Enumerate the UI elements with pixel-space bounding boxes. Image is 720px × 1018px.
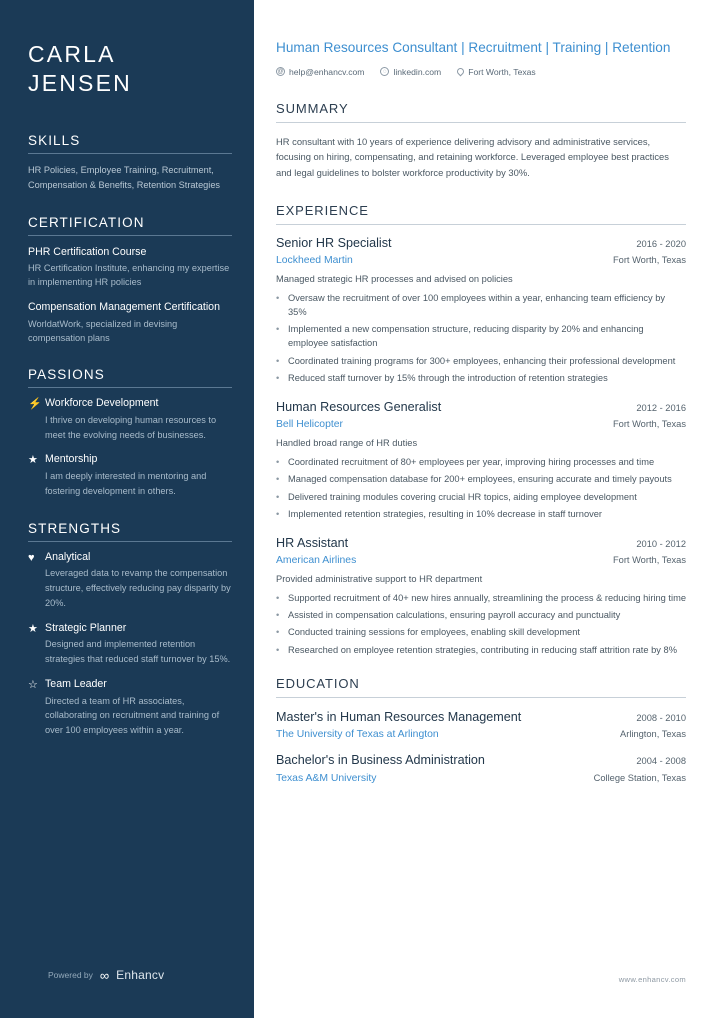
strength-title: Analytical [45, 550, 91, 563]
certification-desc: HR Certification Institute, enhancing my expertise in implementing HR policies [28, 262, 230, 288]
job-title: HR Assistant [276, 535, 349, 550]
experience-heading: EXPERIENCE [276, 203, 686, 225]
heart-icon: ♥ [28, 551, 35, 564]
bullet-dot-icon: • [276, 593, 280, 604]
school-name[interactable]: Texas A&M University [276, 772, 377, 784]
degree-title: Bachelor's in Business Administration [276, 753, 485, 768]
passion-title: Mentorship [45, 453, 98, 466]
job-company[interactable]: Lockheed Martin [276, 254, 353, 266]
job-bullets [276, 291, 686, 385]
job-title: Senior HR Specialist [276, 235, 392, 250]
school-name[interactable]: The University of Texas at Arlington [276, 728, 439, 740]
candidate-last-name: JENSEN [28, 70, 132, 97]
bullet-dot-icon: • [276, 508, 280, 519]
experience-item [276, 236, 686, 385]
bullet-dot-icon: • [276, 644, 280, 655]
bullet-dot-icon: • [276, 293, 280, 304]
job-bullet-text: Implemented retention strategies, resulting in 10% decrease in staff turnover [288, 508, 603, 519]
strength-title: Strategic Planner [45, 621, 127, 634]
passion-desc: I am deeply interested in mentoring and fostering development in others. [45, 471, 207, 496]
link-icon: ◌ [380, 67, 389, 76]
bullet-dot-icon: • [276, 491, 280, 502]
strength-item [28, 622, 232, 667]
experience-item [276, 536, 686, 657]
summary-section [276, 101, 686, 181]
job-location: Fort Worth, Texas [612, 554, 686, 565]
passion-desc: I thrive on developing human resources to meet the evolving needs of businesses. [45, 415, 217, 440]
contact-linkedin[interactable] [380, 67, 441, 77]
contact-email-text: help@enhancv.com [289, 66, 365, 77]
bullet-dot-icon: • [276, 457, 280, 468]
job-bullet [276, 291, 686, 319]
job-location: Fort Worth, Texas [612, 418, 686, 429]
job-bullet-text: Managed compensation database for 200+ employees, ensuring accurate and timely payouts [288, 474, 672, 485]
strengths-section [28, 521, 232, 738]
job-bullet [276, 472, 686, 486]
passions-heading: PASSIONS [28, 367, 232, 388]
certification-item [28, 245, 232, 290]
certification-section [28, 215, 232, 346]
contact-bar [276, 67, 686, 77]
job-description: Handled broad range of HR duties [276, 438, 418, 449]
passion-item [28, 453, 232, 498]
contact-linkedin-text: linkedin.com [393, 66, 442, 77]
job-bullet [276, 507, 686, 521]
education-item [276, 709, 686, 741]
passions-section [28, 367, 232, 498]
job-location: Fort Worth, Texas [612, 254, 686, 265]
job-bullets [276, 455, 686, 521]
job-bullet [276, 490, 686, 504]
main-content [254, 0, 720, 1018]
job-bullet [276, 643, 686, 657]
job-description: Managed strategic HR processes and advised on policies [276, 274, 513, 285]
skills-text: HR Policies, Employee Training, Recruitment, Compensation & Benefits, Retention Strategies [28, 164, 221, 190]
job-bullet-text: Reduced staff turnover by 15% through the introduction of retention strategies [288, 372, 608, 383]
strength-item [28, 678, 232, 738]
contact-location-text: Fort Worth, Texas [468, 66, 536, 77]
passion-item [28, 397, 232, 442]
job-bullet-text: Conducted training sessions for employees, enabling skill development [288, 627, 580, 638]
experience-section [276, 203, 686, 657]
job-date: 2010 - 2012 [636, 538, 686, 549]
job-company[interactable]: American Airlines [276, 554, 357, 566]
job-bullet-text: Coordinated training programs for 300+ employees, enhancing their professional development [288, 355, 676, 366]
powered-by-label: Powered by [48, 970, 93, 980]
bullet-dot-icon: • [276, 474, 280, 485]
candidate-name [28, 40, 232, 99]
certification-name: Compensation Management Certification [28, 301, 220, 314]
summary-text: HR consultant with 10 years of experience delivering advisory and administrative services, focusing on hiring, compensating, and retaining workforce. Leveraged employee best practices and legal guidelines to bolster workforce productivity by 30%. [276, 135, 669, 178]
degree-date: 2008 - 2010 [636, 712, 686, 723]
enhancv-logo-icon: ∞ [99, 967, 110, 983]
strength-desc: Designed and implemented retention strategies that reduced staff turnover by 15%. [45, 639, 231, 665]
star-filled-icon: ★ [28, 622, 38, 635]
skills-heading: SKILLS [28, 133, 232, 154]
job-bullet [276, 322, 686, 350]
job-bullet [276, 455, 686, 469]
job-bullet [276, 371, 686, 385]
location-pin-icon [456, 67, 466, 77]
job-bullet-text: Researched on employee retention strategies, contributing in reducing staff attrition rate by 8% [288, 644, 677, 655]
job-bullet [276, 608, 686, 622]
job-bullet-text: Delivered training modules covering crucial HR topics, aiding employee development [288, 491, 637, 502]
school-location: Arlington, Texas [620, 728, 686, 739]
job-bullet [276, 591, 686, 605]
skills-section [28, 133, 232, 193]
strength-desc: Directed a team of HR associates, collaborating on recruitment and training of over 100 employees within a year. [45, 695, 220, 736]
job-bullet-text: Supported recruitment of 40+ new hires annually, streamlining the process & reducing hiring time [288, 593, 686, 604]
certification-desc: WorldatWork, specialized in devising compensation plans [28, 318, 178, 344]
job-bullet [276, 354, 686, 368]
job-bullet [276, 625, 686, 639]
job-company[interactable]: Bell Helicopter [276, 418, 343, 430]
job-bullet-text: Coordinated recruitment of 80+ employees per year, improving hiring processes and time [288, 457, 655, 468]
lightning-bolt-icon: ⚡ [28, 398, 42, 411]
website-footer: www.enhancv.com [618, 975, 686, 984]
job-bullet-text: Implemented a new compensation structure, reducing disparity by 20% and enhancing employee satisfaction [288, 324, 644, 349]
strength-desc: Leveraged data to revamp the compensation structure, effectively reducing pay disparity by 20%. [45, 568, 231, 608]
strengths-heading: STRENGTHS [28, 521, 232, 542]
brand-name: Enhancv [116, 968, 165, 982]
job-date: 2016 - 2020 [636, 238, 686, 249]
bullet-dot-icon: • [276, 324, 280, 335]
strength-item [28, 551, 232, 611]
certification-item [28, 300, 232, 345]
bullet-dot-icon: • [276, 355, 280, 366]
job-title: Human Resources Generalist [276, 399, 442, 414]
school-location: College Station, Texas [593, 772, 686, 783]
contact-email[interactable] [276, 67, 364, 77]
job-bullets [276, 591, 686, 657]
education-heading: EDUCATION [276, 676, 686, 698]
degree-title: Master's in Human Resources Management [276, 709, 522, 724]
sidebar [0, 0, 254, 1018]
job-bullet-text: Oversaw the recruitment of over 100 employees within a year, enhancing team efficiency by 35% [288, 293, 666, 318]
powered-by-footer [48, 968, 164, 982]
job-bullet-text: Assisted in compensation calculations, ensuring payroll accuracy and punctuality [288, 610, 621, 621]
email-icon: @ [277, 69, 284, 76]
job-description: Provided administrative support to HR department [276, 574, 483, 585]
candidate-first-name: CARLA [28, 41, 116, 67]
bullet-dot-icon: • [276, 610, 280, 621]
star-filled-icon: ★ [28, 454, 38, 467]
certification-name: PHR Certification Course [28, 245, 147, 258]
certification-heading: CERTIFICATION [28, 215, 232, 236]
contact-location [457, 67, 536, 77]
star-outline-icon: ☆ [28, 678, 38, 691]
professional-headline: Human Resources Consultant | Recruitment | Training | Retention [276, 40, 671, 55]
education-item [276, 752, 686, 784]
experience-item [276, 400, 686, 521]
job-date: 2012 - 2016 [636, 402, 686, 413]
degree-date: 2004 - 2008 [636, 756, 686, 767]
passion-title: Workforce Development [45, 397, 159, 410]
bullet-dot-icon: • [276, 627, 280, 638]
bullet-dot-icon: • [276, 372, 280, 383]
strength-title: Team Leader [45, 677, 107, 690]
education-section [276, 676, 686, 784]
summary-heading: SUMMARY [276, 101, 686, 123]
